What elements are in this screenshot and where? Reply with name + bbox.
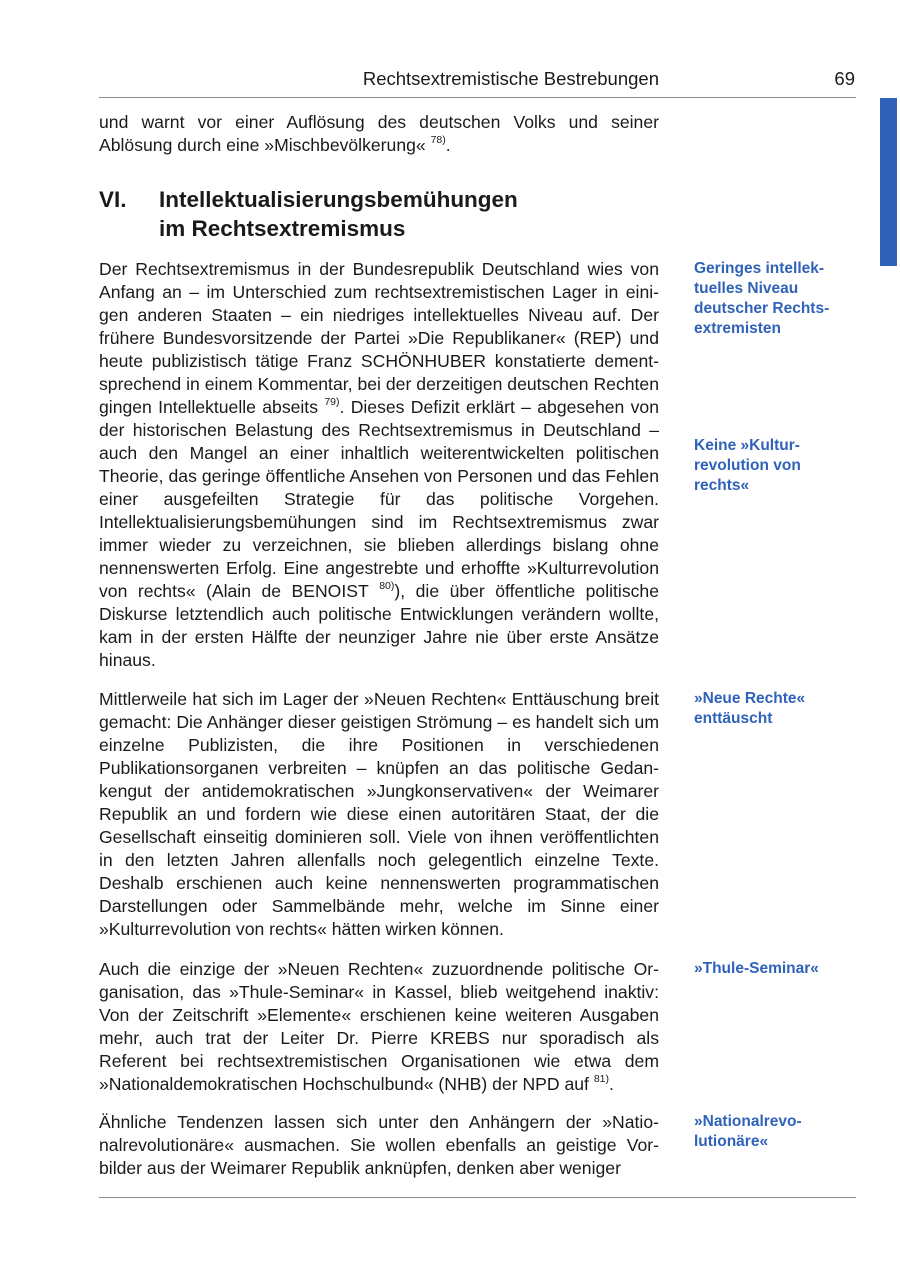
chapter-tab-marker [880, 98, 897, 266]
footnote-ref: 78) [430, 134, 446, 147]
margin-note-thule-seminar: »Thule-Seminar« [694, 960, 819, 977]
intro-paragraph: und warnt vor einer Auflösung des deutschen Volks und seiner Ablösung durch eine »Mischbevölkerung« $^{78)}$. [99, 112, 659, 155]
section-number: VI. [99, 187, 127, 212]
page-number: 69 [834, 68, 855, 89]
margin-note-new-right-disappointed: »Neue Rechte« enttäuscht [694, 690, 806, 727]
margin-note-no-cultural-revolution: Keine »Kultur- revolution von rechts« [694, 437, 801, 494]
running-header-title: Rechtsextremistische Bestrebungen [362, 68, 659, 89]
body-paragraph-4: Ähnliche Tendenzen lassen sich unter den Anhängern der »Nationalrevolutionäre« ausmachen. Sie wollen ebenfalls an geistige Vorbilder aus der Weimarer Republik anknüpfen, denken aber weniger [99, 1112, 659, 1178]
footnote-ref: 81) [593, 1073, 610, 1086]
body-paragraph-3: Auch die einzige der »Neuen Rechten« zuzuordnende politische Organisation, das »Thule-Seminar« in Kassel, blieb weitgehend inaktiv: Von der Zeitschrift »Elemente« erschienen keine weiteren Ausgaben mehr, auch trat der Leiter Dr. Pierre KREBS nur sporadisch als Referent bei rechtsextremistischen Organisationen wie etwa dem »Nationaldemokratischen Hochschulbund« (NHB) der NPD auf $^{81)}$. [99, 959, 659, 1094]
footer-rule [99, 1197, 856, 1198]
footnote-ref: 79) [324, 396, 340, 409]
body-paragraph-1: Der Rechtsextremismus in der Bundesrepublik Deutschland wies von Anfang an – im Unterschied zum rechtsextremistischen Lager in einigen anderen Staaten – ein niedriges intellektuelles Niveau auf. Der frühere Bundesvorsitzende der Partei »Die Republikaner« (REP) und heute publizistisch tätige Franz SCHÖNHUBER konstatierte dementsprechend in einem Kommentar, bei der derzeitigen deutschen Rechten gingen Intellektuelle abseits $^{79)}$. Dieses Defizit erklärt – abgesehen von der historischen Belastung des Rechtsextremismus in Deutschland – auch den Mangel an einer inhaltlich weiterentwickelten politischen Theorie, das geringe öffentliche Ansehen von Personen und das Fehlen einer ausgefeilten Strategie für das politische Vorgehen. Intellektualisierungsbemühungen sind im Rechtsextremismus zwar immer wieder zu verzeichnen, sie blieben allerdings bislang ohne nennenswerten Erfolg. Eine angestrebte und erhoffte »Kulturrevolution von rechts« (Alain de BENOIST $^{80)}$), die über öffentliche politische Diskurse letztendlich auch politische Entwicklungen verändern wollte, kam in der ersten Hälfte der neunziger Jahre nie über erste Ansätze hinaus. [99, 259, 659, 670]
header-rule [99, 97, 856, 98]
section-title: Intellektualisierungsbemühungen im Rechtsextremismus [159, 187, 518, 241]
body-paragraph-2: Mittlerweile hat sich im Lager der »Neuen Rechten« Enttäuschung breit gemacht: Die Anhänger dieser geistigen Strömung – es handelt sich um einzelne Publizisten, die ihre Positionen in verschiedenen Publikationsorganen verbreiten – knüpfen an das politische Gedankengut der antidemokratischen »Jungkonservativen« der Weimarer Republik an und fordern wie diese einen autoritären Staat, der die Gesellschaft einseitig dominieren soll. Viele von ihnen veröffentlichten in den letzten Jahren allenfalls noch gelegentlich einzelne Texte. Deshalb erschienen auch keine nennenswerten programmatischen Darstellungen oder Sammelbände mehr, welche im Sinne einer »Kulturrevolution von rechts« hätten wirken können. [99, 689, 659, 939]
margin-note-low-intellectual-level: Geringes intellek- tuelles Niveau deutscher Rechts- extremisten [694, 260, 830, 337]
footnote-ref: 80) [379, 580, 395, 593]
margin-note-national-revolutionaries: »Nationalrevo- lutionäre« [694, 1113, 802, 1150]
